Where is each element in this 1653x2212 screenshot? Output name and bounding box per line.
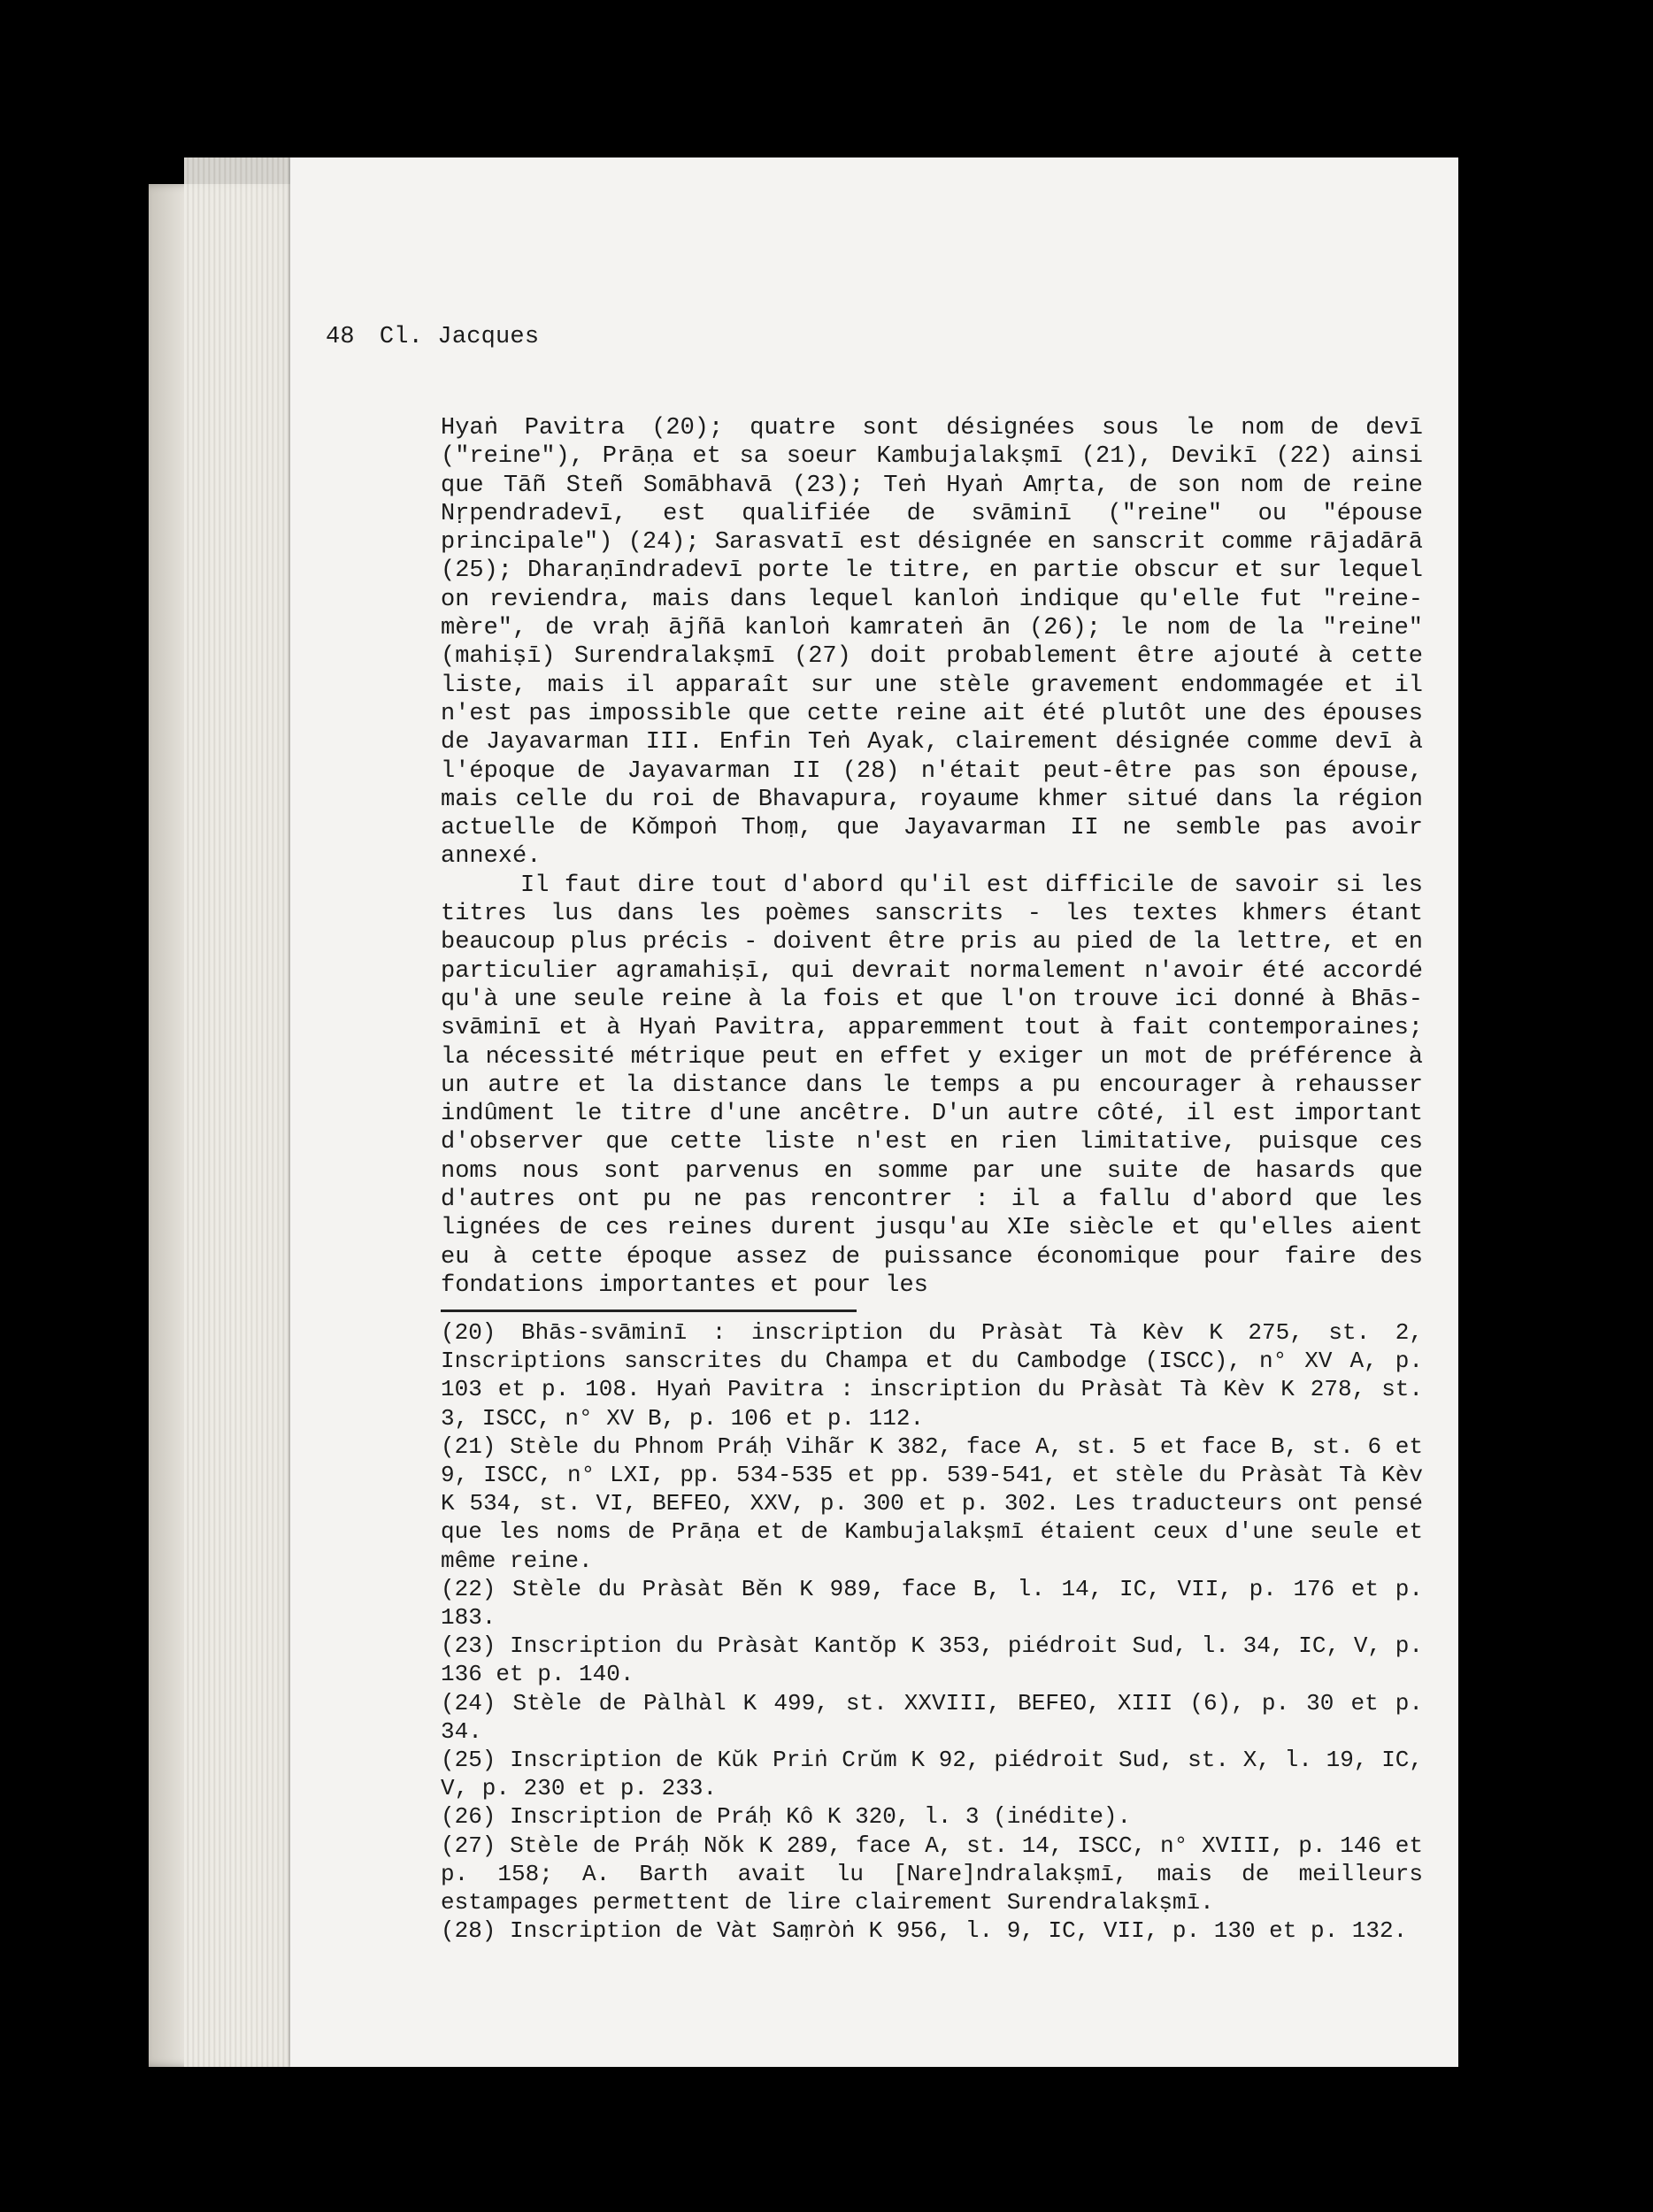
main-text xyxy=(441,414,1423,1300)
footnote-28: (28) Inscription de Vàt Saṃròṅ K 956, l. 9, IC, VII, p. 130 et p. 132. xyxy=(441,1917,1408,1945)
footnote-23: (23) Inscription du Pràsàt Kantŏp K 353, piédroit Sud, l. 34, IC, V, p. 136 et p. 140. xyxy=(441,1632,1423,1688)
book-page-stack xyxy=(184,157,299,2067)
author-name: Cl. Jacques xyxy=(379,324,540,350)
footnote-27: (27) Stèle de Práḥ Nŏk K 289, face A, st. 14, ISCC, n° XVIII, p. 146 et p. 158; A. Barth avait lu [Nare]ndralakṣmī, mais de meilleurs estampages permettent de lire clairement Surendralakṣmī. xyxy=(441,1832,1423,1916)
footnote-separator xyxy=(441,1310,857,1312)
paragraph-2: Il faut dire tout d'abord qu'il est difficile de savoir si les titres lus dans les poèmes sanscrits - les textes khmers étant beaucoup plus précis - doivent être pris au pied de la lettre, et en particulier agramahiṣī, qui devrait normalement n'avoir été accordé qu'à une seule reine à la fois et que l'on trouve ici donné à Bhās-svāminī et à Hyaṅ Pavitra, apparemment tout à fait contemporaines; la nécessité métrique peut en effet y exiger un mot de préférence à un autre et la distance dans le temps a pu encourager à rehausser indûment le titre d'une ancêtre. D'un autre côté, il est important d'observer que cette liste n'est en rien limitative, puisque ces noms nous sont parvenus en somme par une suite de hasards que d'autres ont pu ne pas rencontrer : il a fallu d'abord que les lignées de ces reines durent jusqu'au XIe siècle et qu'elles aient eu à cette époque assez de puissance économique pour faire des fondations importantes et pour les xyxy=(441,872,1423,1299)
running-header xyxy=(326,324,564,350)
footnote-21: (21) Stèle du Phnom Práḥ Vihãr K 382, face A, st. 5 et face B, st. 6 et 9, ISCC, n° LXI, pp. 534-535 et pp. 539-541, et stèle du Pràsàt Tà Kèv K 534, st. VI, BEFEO, XXV, p. 300 et p. 302. Les traducteurs ont pensé que les noms de Prāṇa et de Kambujalakṣmī étaient ceux d'une seule et même reine. xyxy=(441,1432,1423,1574)
page-number: 48 xyxy=(326,324,355,350)
footnote-20: (20) Bhās-svāminī : inscription du Pràsàt Tà Kèv K 275, st. 2, Inscriptions sanscrites du Champa et du Cambodge (ISCC), n° XV A, p. 103 et p. 108. Hyaṅ Pavitra : inscription du Pràsàt Tà Kèv K 278, st. 3, ISCC, n° XV B, p. 106 et p. 112. xyxy=(441,1319,1423,1432)
paragraph-1: Hyaṅ Pavitra (20); quatre sont désignées sous le nom de devī ("reine"), Prāṇa et sa soeur Kambujalakṣmī (21), Devikī (22) ainsi que Tāñ Steñ Somābhavā (23); Teṅ Hyaṅ Amṛta, de son nom de reine Nṛpendradevī, est qualifiée de svāminī ("reine" ou "épouse principale") (24); Sarasvatī est désignée en sanscrit comme rājadārā (25); Dharaṇīndradevī porte le titre, en partie obscur et sur lequel on reviendra, mais dans lequel kanloṅ indique qu'elle fut "reine-mère", de vraḥ ājñā kanloṅ kamrateṅ ān (26); le nom de la "reine" (mahiṣī) Surendralakṣmī (27) doit probablement être ajouté à cette liste, mais il apparaît sur une stèle gravement endommagée et il n'est pas impossible que cette reine ait été plutôt une des épouses de Jayavarman III. Enfin Teṅ Ayak, clairement désignée comme devī à l'époque de Jayavarman II (28) n'était peut-être pas son épouse, mais celle du roi de Bhavapura, royaume khmer situé dans la région actuelle de Kǒmpoṅ Thoṃ, que Jayavarman II ne semble pas avoir annexé. xyxy=(441,415,1423,871)
footnote-24: (24) Stèle de Pàlhàl K 499, st. XXVIII, BEFEO, XIII (6), p. 30 et p. 34. xyxy=(441,1689,1423,1745)
footnotes xyxy=(441,1318,1423,1945)
footnote-25: (25) Inscription de Kŭk Priṅ Crŭm K 92, piédroit Sud, st. X, l. 19, IC, V, p. 230 et p. 233. xyxy=(441,1747,1423,1802)
footnote-22: (22) Stèle du Pràsàt Bĕn K 989, face B, l. 14, IC, VII, p. 176 et p. 183. xyxy=(441,1575,1423,1632)
footnote-26: (26) Inscription de Práḥ Kô K 320, l. 3 (inédite). xyxy=(441,1803,1132,1831)
